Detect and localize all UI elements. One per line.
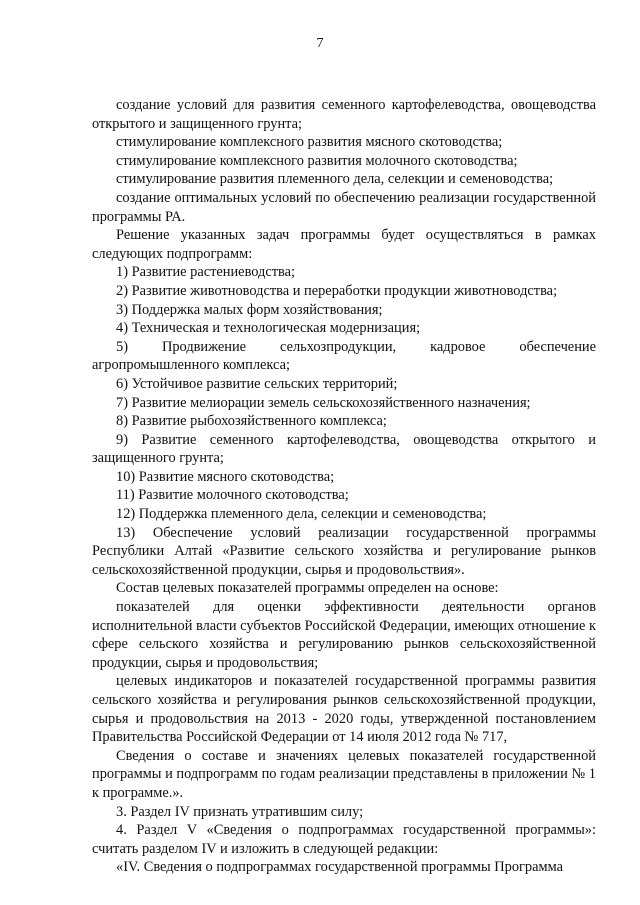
paragraph: целевых индикаторов и показателей государственной программы развития сельского хозяйства и регулирования рынков сельскохозяйственной продукции, сырья и продовольствия на 2013 - 2020 годы, утвержденной постановлением Правительства Российской Федерации от 14 июля 2012 года № 717, xyxy=(92,673,596,746)
list-item: 6) Устойчивое развитие сельских территорий; xyxy=(116,375,398,392)
list-item: 5) Продвижение сельхозпродукции, кадровое обеспечение агропромышленного комплекса; xyxy=(92,338,596,374)
paragraph: стимулирование комплексного развития мясного скотоводства; xyxy=(116,134,503,151)
paragraph: создание условий для развития семенного картофелеводства, овощеводства открытого и защищенного грунта; xyxy=(92,97,596,132)
list-item: 4) Техническая и технологическая модернизация; xyxy=(116,320,421,337)
list-item: 8) Развитие рыбохозяйственного комплекса; xyxy=(116,413,387,430)
list-item: 3) Поддержка малых форм хозяйствования; xyxy=(116,301,383,318)
list-item: 2) Развитие животноводства и переработки продукции животноводства; xyxy=(116,282,558,299)
paragraph: Сведения о составе и значениях целевых показателей государственной программы и подпрограмм по годам реализации представлены в приложении № 1 к программе.». xyxy=(92,747,596,801)
page-number: 7 xyxy=(316,36,324,51)
list-item: 12) Поддержка племенного дела, селекции и семеноводства; xyxy=(116,506,487,523)
list-item: 10) Развитие мясного скотоводства; xyxy=(116,468,335,485)
list-item: 1) Развитие растениеводства; xyxy=(116,264,296,281)
list-item: 13) Обеспечение условий реализации государственной программы Республики Алтай «Развитие сельского хозяйства и регулирование рынков сельскохозяйственной продукции, сырья и продовольствия». xyxy=(92,524,596,578)
paragraph: Решение указанных задач программы будет осуществляться в рамках следующих подпрограмм: xyxy=(92,227,596,262)
list-item: 9) Развитие семенного картофелеводства, овощеводства открытого и защищенного грунта; xyxy=(92,431,596,467)
document-body xyxy=(92,96,596,877)
paragraph: «IV. Сведения о подпрограммах государственной программы Программа xyxy=(116,859,564,876)
paragraph: Состав целевых показателей программы определен на основе: xyxy=(116,580,499,597)
paragraph: 3. Раздел IV признать утратившим силу; xyxy=(116,803,364,820)
paragraph: стимулирование комплексного развития молочного скотоводства; xyxy=(116,152,518,169)
paragraph: стимулирование развития племенного дела, селекции и семеноводства; xyxy=(116,171,554,188)
paragraph: 4. Раздел V «Сведения о подпрограммах государственной программы»: считать разделом IV и изложить в следующей редакции: xyxy=(92,822,596,857)
paragraph: показателей для оценки эффективности деятельности органов исполнительной власти субъектов Российской Федерации, имеющих отношение к сфере сельского хозяйства и регулированию рынков сельскохозяйственной продукции, сырья и продовольствия; xyxy=(92,599,596,671)
list-item: 11) Развитие молочного скотоводства; xyxy=(116,487,349,504)
paragraph: создание оптимальных условий по обеспечению реализации государственной программы РА. xyxy=(92,189,596,225)
list-item: 7) Развитие мелиорации земель сельскохозяйственного назначения; xyxy=(116,394,531,411)
